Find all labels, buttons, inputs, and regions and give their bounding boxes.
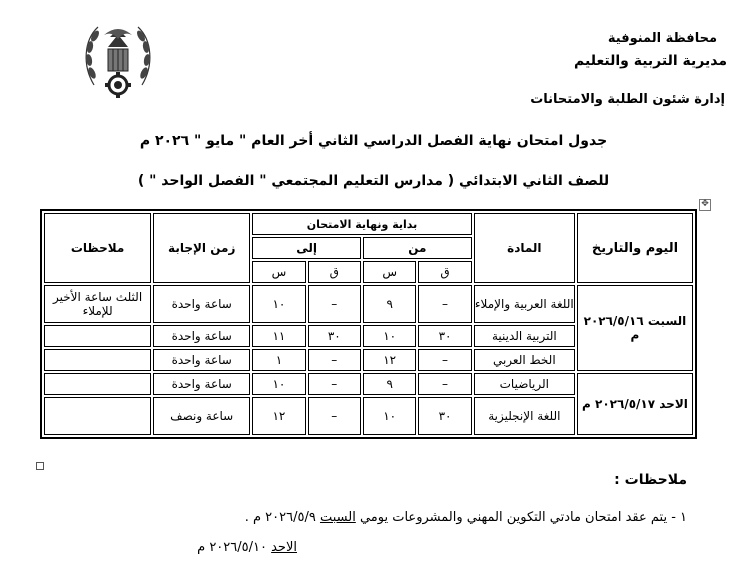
schedule-title: جدول امتحان نهاية الفصل الدراسي الثاني أخر العام " مايو " ٢٠٢٦ م bbox=[139, 133, 608, 149]
emblem-logo bbox=[80, 15, 156, 101]
from-hour-cell: ١٢ bbox=[363, 349, 416, 371]
day-date-cell: الاحد ٢٠٢٦/٥/١٧ م bbox=[577, 373, 693, 435]
header-subject: المادة bbox=[474, 213, 575, 283]
table-move-handle[interactable]: ✥ bbox=[699, 199, 711, 211]
note-item-1 bbox=[47, 510, 687, 525]
notes-cell bbox=[44, 397, 151, 435]
header-to-hour: س bbox=[252, 261, 305, 283]
subject-cell: اللغة العربية والإملاء bbox=[474, 285, 575, 323]
header-exam-time: بداية ونهاية الامتحان bbox=[252, 213, 472, 235]
duration-cell: ساعة واحدة bbox=[153, 373, 250, 395]
duration-cell: ساعة واحدة bbox=[153, 325, 250, 347]
header-from-min: ق bbox=[418, 261, 471, 283]
to-hour-cell: ١١ bbox=[252, 325, 305, 347]
table-resize-handle[interactable] bbox=[36, 462, 44, 470]
governorate-name: محافظة المنوفية bbox=[607, 31, 717, 46]
subject-cell: الرياضيات bbox=[474, 373, 575, 395]
duration-cell: ساعة واحدة bbox=[153, 285, 250, 323]
from-min-cell: – bbox=[418, 349, 471, 371]
to-min-cell: – bbox=[308, 397, 361, 435]
duration-cell: ساعة واحدة bbox=[153, 349, 250, 371]
schedule-subtitle: للصف الثاني الابتدائي ( مدارس التعليم المجتمعي " الفصل الواحد " ) bbox=[137, 173, 610, 189]
header-notes: ملاحظات bbox=[44, 213, 151, 283]
directorate-name: مديرية التربية والتعليم bbox=[574, 53, 727, 69]
subject-cell: اللغة الإنجليزية bbox=[474, 397, 575, 435]
from-hour-cell: ١٠ bbox=[363, 325, 416, 347]
duration-cell: ساعة ونصف bbox=[153, 397, 250, 435]
note-item-1-prefix: ١ - يتم عقد امتحان مادتي التكوين المهني والمشروعات يومي bbox=[359, 510, 687, 525]
header-from-hour: س bbox=[363, 261, 416, 283]
to-min-cell: ٣٠ bbox=[308, 325, 361, 347]
note-item-1-date-2: ٢٠٢٦/٥/١٠ م bbox=[197, 540, 267, 555]
to-hour-cell: ١ bbox=[252, 349, 305, 371]
from-hour-cell: ٩ bbox=[363, 285, 416, 323]
header-to: إلى bbox=[252, 237, 361, 259]
to-min-cell: – bbox=[308, 349, 361, 371]
to-min-cell: – bbox=[308, 373, 361, 395]
notes-cell: الثلث ساعة الأخير للإملاء bbox=[44, 285, 151, 323]
to-hour-cell: ١٠ bbox=[252, 373, 305, 395]
subject-cell: التربية الدينية bbox=[474, 325, 575, 347]
notes-cell bbox=[44, 373, 151, 395]
from-hour-cell: ٩ bbox=[363, 373, 416, 395]
to-hour-cell: ١٠ bbox=[252, 285, 305, 323]
from-min-cell: – bbox=[418, 373, 471, 395]
exam-schedule-table bbox=[40, 209, 697, 439]
note-item-1-day-1: السبت bbox=[319, 510, 356, 525]
notes-cell bbox=[44, 325, 151, 347]
to-min-cell: – bbox=[308, 285, 361, 323]
note-item-1-day-2: الاحد bbox=[271, 540, 297, 555]
header-day-date: اليوم والتاريخ bbox=[577, 213, 693, 283]
from-hour-cell: ١٠ bbox=[363, 397, 416, 435]
from-min-cell: ٣٠ bbox=[418, 325, 471, 347]
note-item-1-line-2 bbox=[197, 540, 297, 555]
to-hour-cell: ١٢ bbox=[252, 397, 305, 435]
day-date-cell: السبت ٢٠٢٦/٥/١٦ م bbox=[577, 285, 693, 371]
header-from: من bbox=[363, 237, 472, 259]
table-row bbox=[44, 373, 693, 395]
notes-cell bbox=[44, 349, 151, 371]
notes-heading: ملاحظات : bbox=[614, 472, 687, 488]
from-min-cell: – bbox=[418, 285, 471, 323]
from-min-cell: ٣٠ bbox=[418, 397, 471, 435]
table-row bbox=[44, 285, 693, 323]
note-item-1-date-1: ٢٠٢٦/٥/٩ م . bbox=[244, 510, 316, 525]
department-name: إدارة شئون الطلبة والامتحانات bbox=[530, 92, 725, 107]
header-to-min: ق bbox=[308, 261, 361, 283]
subject-cell: الخط العربي bbox=[474, 349, 575, 371]
header-duration: زمن الإجابة bbox=[153, 213, 250, 283]
